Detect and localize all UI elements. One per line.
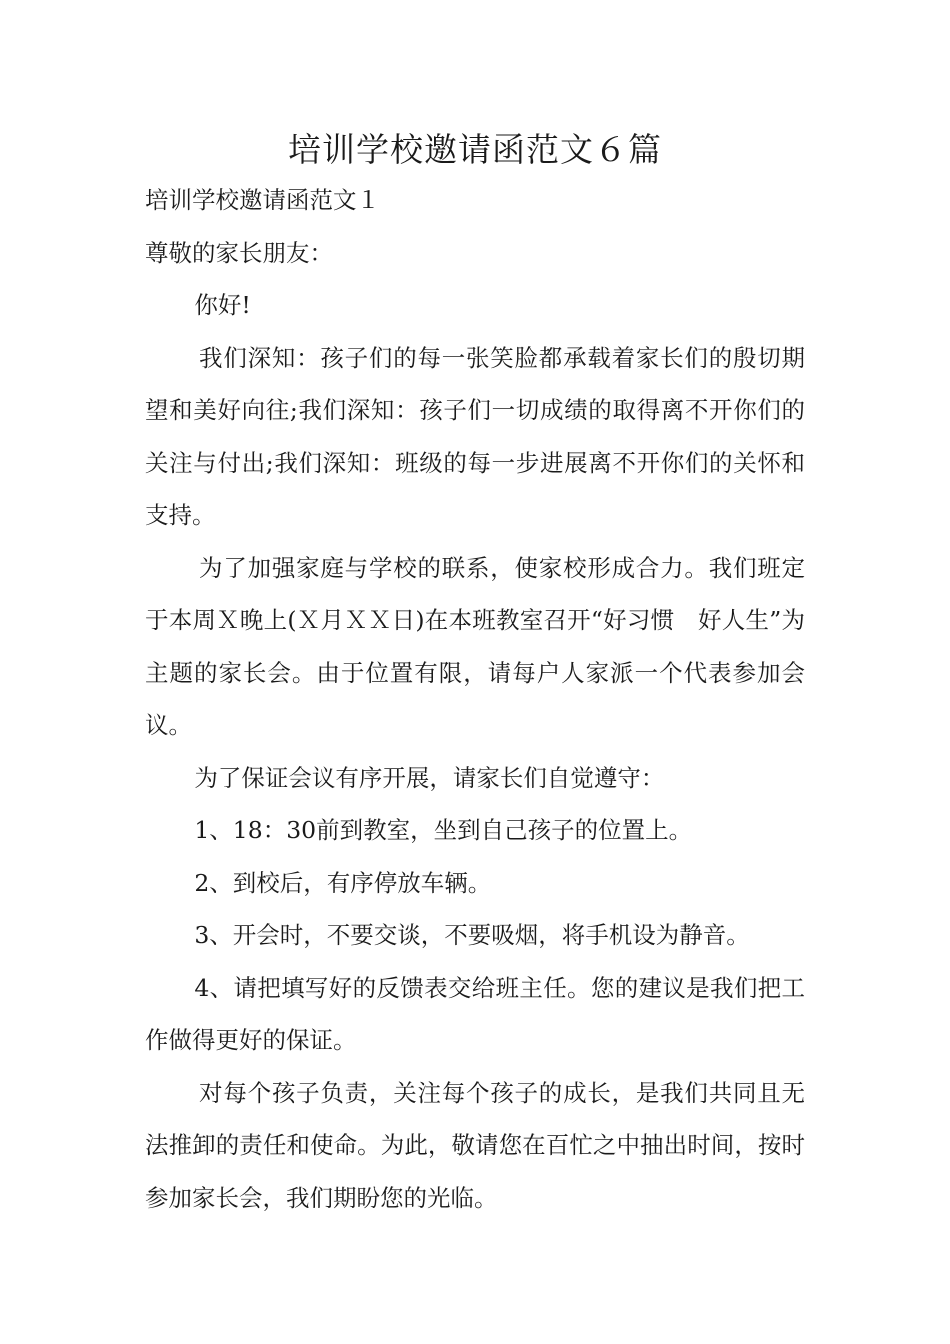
rule-item-3: 3、开会时，不要交谈，不要吸烟，将手机设为静音。	[194, 921, 750, 949]
greeting: 你好!	[194, 291, 251, 319]
salutation: 尊敬的家长朋友：	[145, 238, 333, 267]
closing-paragraph: 对每个孩子负责，关注每个孩子的成长，是我们共同且无法推卸的责任和使命。为此，敬请您在百忙之中抽出时间，按时参加家长会，我们期盼您的光临。	[145, 1078, 805, 1212]
paragraph-2: 为了加强家庭与学校的联系，使家校形成合力。我们班定于本周Ｘ晚上(Ｘ月ＸＸ日)在本班教室召开“好习惯 好人生”为主题的家长会。由于位置有限，请每户人家派一个代表参加会议。	[145, 553, 805, 739]
document-title: 培训学校邀请函范文６篇	[288, 130, 662, 169]
paragraph-3: 为了保证会议有序开展，请家长们自觉遵守：	[194, 763, 665, 792]
document-body	[145, 174, 805, 1224]
rule-item-1: 1、18：30前到教室，坐到自己孩子的位置上。	[194, 816, 693, 844]
rule-item-2: 2、到校后，有序停放车辆。	[194, 868, 492, 897]
rule-item-4: 4、请把填写好的反馈表交给班主任。您的建议是我们把工作做得更好的保证。	[145, 973, 805, 1054]
section-heading: 培训学校邀请函范文１	[145, 186, 380, 214]
paragraph-1: 我们深知：孩子们的每一张笑脸都承载着家长们的殷切期望和美好向往;我们深知：孩子们一切成绩的取得离不开你们的关注与付出;我们深知：班级的每一步进展离不开你们的关怀和支持。	[145, 343, 805, 529]
